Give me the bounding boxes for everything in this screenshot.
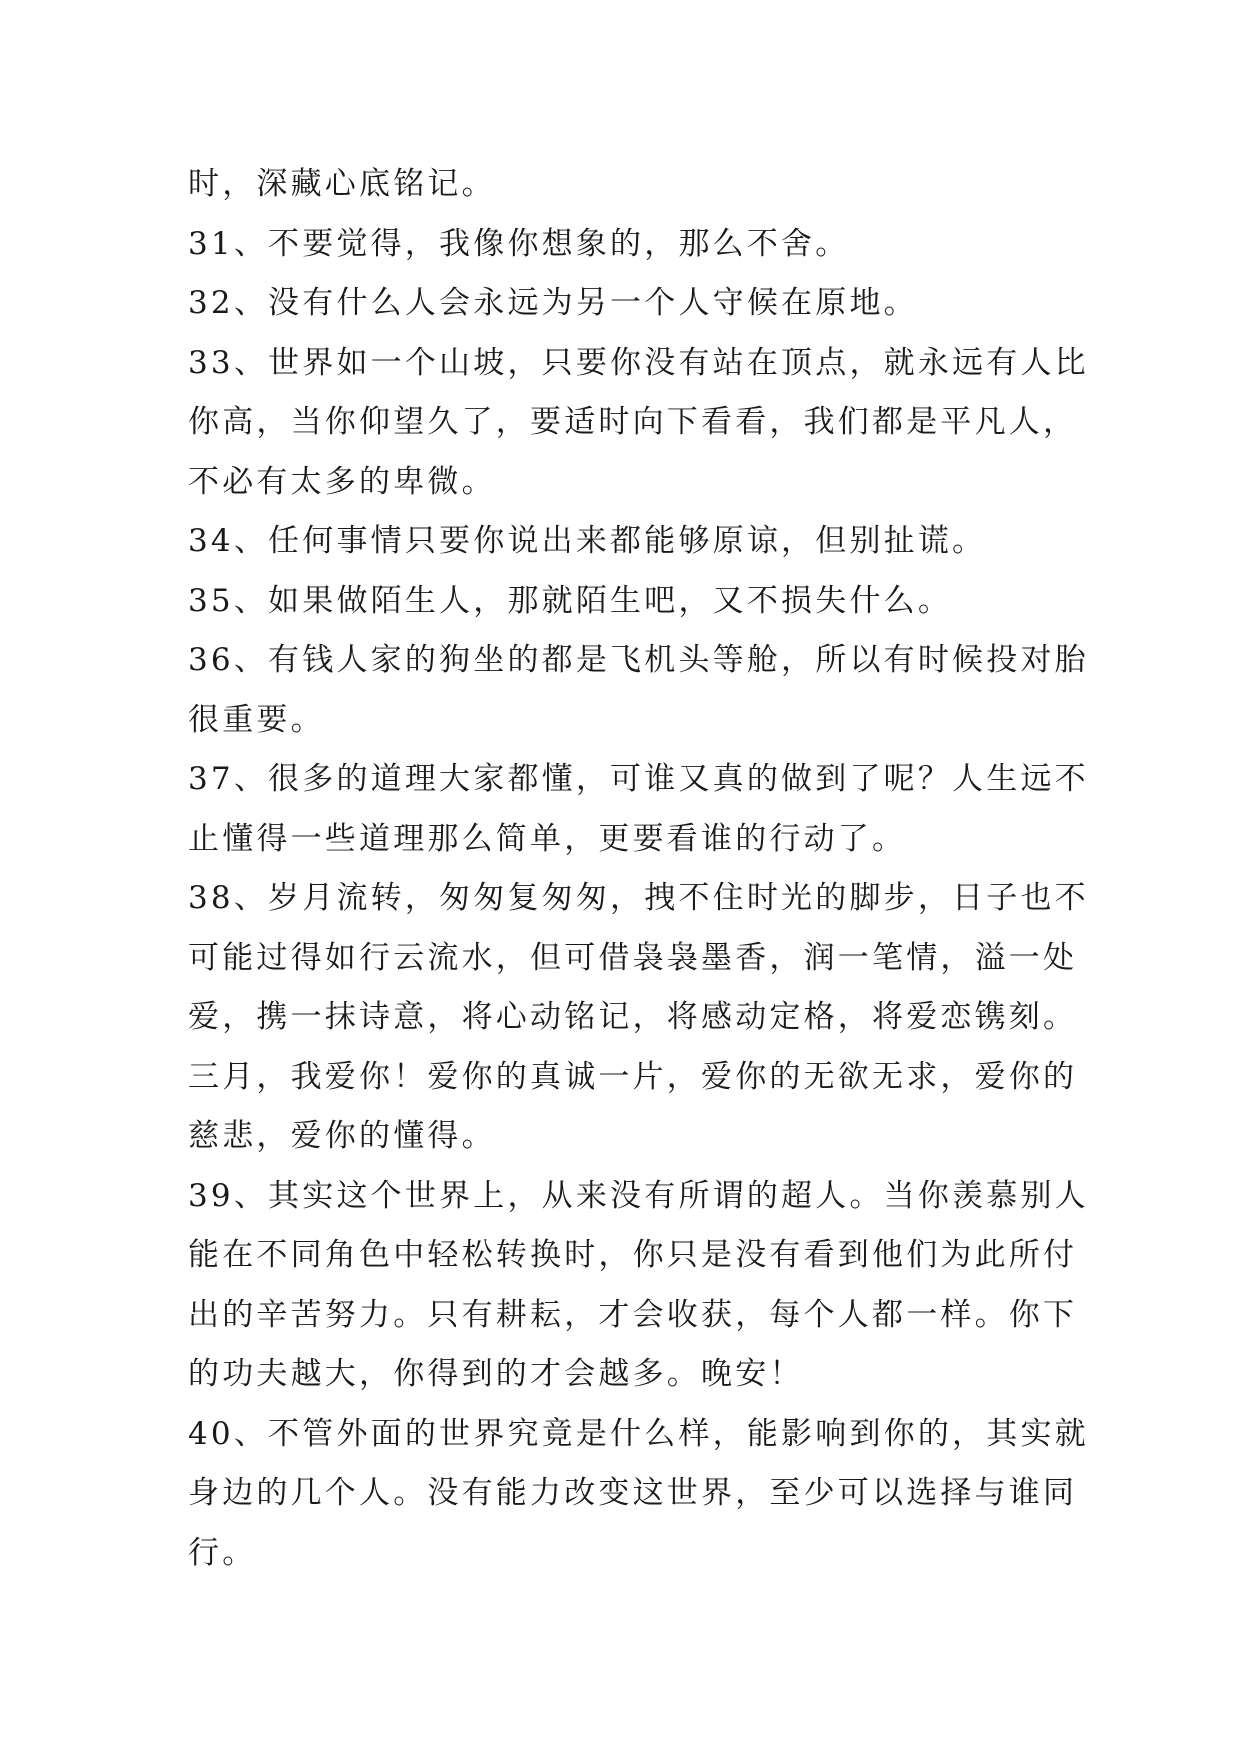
text-line: 时，深藏心底铭记。 xyxy=(188,166,496,202)
text-line: 你高，当你仰望久了，要适时向下看看，我们都是平凡人， xyxy=(188,404,1078,440)
text-line: 35、如果做陌生人，那就陌生吧，又不损失什么。 xyxy=(188,582,953,619)
text-line: 很重要。 xyxy=(188,701,325,738)
text-line: 40、不管外面的世界究竟是什么样，能影响到你的，其实就 xyxy=(188,1415,1089,1452)
text-line: 31、不要觉得，我像你想象的，那么不舍。 xyxy=(188,225,850,262)
text-line: 能在不同角色中轻松转换时，你只是没有看到他们为此所付 xyxy=(188,1237,1078,1273)
text-line: 36、有钱人家的狗坐的都是飞机头等舱，所以有时候投对胎 xyxy=(188,642,1089,678)
text-line: 的功夫越大，你得到的才会越多。晚安！ xyxy=(188,1356,804,1392)
text-line: 39、其实这个世界上，从来没有所谓的超人。当你羡慕别人 xyxy=(188,1177,1089,1214)
text-line: 不必有太多的卑微。 xyxy=(188,463,496,500)
text-line: 爱，携一抹诗意，将心动铭记，将感动定格，将爱恋镌刻。 xyxy=(188,999,1078,1035)
text-line: 行。 xyxy=(188,1534,257,1571)
text-line: 三月，我爱你！爱你的真诚一片，爱你的无欲无求，爱你的 xyxy=(188,1058,1078,1095)
document-body xyxy=(188,155,1089,1583)
text-line: 慈悲，爱你的懂得。 xyxy=(188,1118,496,1154)
text-line: 出的辛苦努力。只有耕耘，才会收获，每个人都一样。你下 xyxy=(188,1296,1078,1333)
text-line: 37、很多的道理大家都懂，可谁又真的做到了呢？人生远不 xyxy=(188,761,1089,797)
text-line: 可能过得如行云流水，但可借袅袅墨香，润一笔情，溢一处 xyxy=(188,939,1078,976)
text-line: 32、没有什么人会永远为另一个人守候在原地。 xyxy=(188,285,918,321)
text-line: 38、岁月流转，匆匆复匆匆，拽不住时光的脚步，日子也不 xyxy=(188,880,1089,916)
text-line: 止懂得一些道理那么简单，更要看谁的行动了。 xyxy=(188,820,907,857)
text-line: 身边的几个人。没有能力改变这世界，至少可以选择与谁同 xyxy=(188,1475,1078,1511)
text-line: 34、任何事情只要你说出来都能够原谅，但别扯谎。 xyxy=(188,523,987,559)
text-line: 33、世界如一个山坡，只要你没有站在顶点，就永远有人比 xyxy=(188,344,1089,381)
